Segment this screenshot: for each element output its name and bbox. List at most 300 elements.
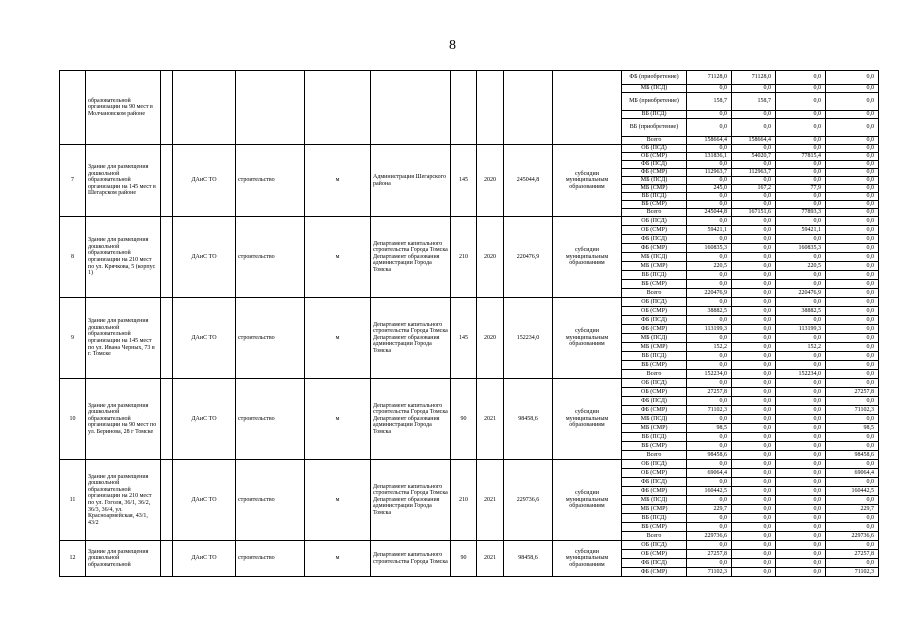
year-cell: 2020 — [477, 217, 504, 298]
funding-source-cell: ВБ (ПСД) — [622, 514, 687, 523]
object-name-cell: Здание для размещения дошкольной образовательной организации на 210 мест по ул. Крячкова, 5 (корпус 1) — [86, 217, 161, 298]
amount-cell: 167151,6 — [732, 209, 776, 217]
funding-source-cell: ОБ (СМР) — [622, 388, 687, 397]
amount-cell: 0,0 — [687, 316, 732, 325]
work-type-cell: строительство — [236, 217, 305, 298]
category-cell: ДАиС ТО — [173, 460, 236, 541]
amount-cell: 0,0 — [732, 415, 776, 424]
amount-cell: 0,0 — [687, 177, 732, 185]
amount-cell: 0,0 — [687, 217, 732, 226]
funding-source-cell: ВБ (ПСД) — [622, 352, 687, 361]
amount-cell: 0,0 — [826, 541, 879, 550]
category-cell: ДАиС ТО — [173, 298, 236, 379]
work-type-cell: строительство — [236, 379, 305, 460]
funding-source-cell: ФБ (СМР) — [622, 169, 687, 177]
amount-cell: 27257,8 — [826, 550, 879, 559]
amount-cell: 0,0 — [687, 460, 732, 469]
amount-cell: 0,0 — [776, 532, 826, 541]
work-type-cell: строительство — [236, 298, 305, 379]
year-cell: 2020 — [477, 145, 504, 217]
amount-cell: 0,0 — [732, 370, 776, 379]
amount-cell: 112963,7 — [732, 169, 776, 177]
amount-cell: 69064,4 — [826, 469, 879, 478]
row-number-cell — [60, 71, 86, 145]
amount-cell: 0,0 — [732, 177, 776, 185]
amount-cell: 71102,3 — [826, 406, 879, 415]
amount-cell: 98,5 — [826, 424, 879, 433]
work-type-cell: строительство — [236, 460, 305, 541]
amount-cell: 0,0 — [776, 487, 826, 496]
cost-cell: 229736,6 — [504, 460, 553, 541]
amount-cell: 0,0 — [776, 235, 826, 244]
amount-cell: 0,0 — [826, 397, 879, 406]
amount-cell: 0,0 — [732, 532, 776, 541]
amount-cell: 0,0 — [826, 244, 879, 253]
cost-cell: 245044,8 — [504, 145, 553, 217]
investment-table — [59, 70, 879, 577]
amount-cell: 0,0 — [826, 209, 879, 217]
amount-cell: 0,0 — [776, 469, 826, 478]
amount-cell: 220476,9 — [776, 289, 826, 298]
amount-cell: 0,0 — [826, 85, 879, 93]
amount-cell: 0,0 — [732, 478, 776, 487]
funding-source-cell: ВБ (СМР) — [622, 280, 687, 289]
funding-source-cell: ВБ (ПСД) — [622, 433, 687, 442]
amount-cell: 0,0 — [776, 433, 826, 442]
funding-source-cell: ВБ (СМР) — [622, 442, 687, 451]
amount-cell: 0,0 — [826, 193, 879, 201]
amount-cell: 0,0 — [826, 185, 879, 193]
amount-cell: 158664,4 — [732, 137, 776, 145]
amount-cell: 0,0 — [687, 442, 732, 451]
amount-cell: 0,0 — [776, 298, 826, 307]
amount-cell: 158664,4 — [687, 137, 732, 145]
object-name-cell: образовательной организации на 90 мест в Молчановском районе — [86, 71, 161, 145]
amount-cell: 0,0 — [826, 496, 879, 505]
table-row — [60, 145, 879, 153]
funding-source-cell: МБ (СМР) — [622, 424, 687, 433]
table-row — [60, 541, 879, 550]
level-cell: м — [305, 298, 371, 379]
amount-cell: 0,0 — [732, 193, 776, 201]
amount-cell: 0,0 — [732, 334, 776, 343]
amount-cell: 0,0 — [732, 253, 776, 262]
blank-cell — [161, 541, 173, 577]
amount-cell: 0,0 — [732, 119, 776, 137]
amount-cell: 0,0 — [687, 161, 732, 169]
year-cell: 2021 — [477, 460, 504, 541]
amount-cell: 0,0 — [826, 119, 879, 137]
category-cell: ДАиС ТО — [173, 217, 236, 298]
amount-cell: 0,0 — [776, 568, 826, 577]
amount-cell: 0,0 — [826, 460, 879, 469]
amount-cell: 0,0 — [687, 334, 732, 343]
work-type-cell — [236, 71, 305, 145]
customer-cell — [371, 71, 451, 145]
amount-cell: 0,0 — [776, 559, 826, 568]
funding-source-cell: МБ (СМР) — [622, 185, 687, 193]
amount-cell: 0,0 — [776, 451, 826, 460]
table-body — [60, 71, 879, 577]
amount-cell: 0,0 — [687, 523, 732, 532]
amount-cell: 113199,3 — [687, 325, 732, 334]
funding-source-cell: ВБ (СМР) — [622, 361, 687, 370]
amount-cell: 38882,5 — [776, 307, 826, 316]
amount-cell: 0,0 — [687, 298, 732, 307]
funding-form-cell: субсидии муниципальным образованиям — [553, 541, 622, 577]
category-cell: ДАиС ТО — [173, 145, 236, 217]
customer-cell: Департамент капитального строительства Города Томска — [371, 541, 451, 577]
year-cell: 2021 — [477, 541, 504, 577]
amount-cell: 0,0 — [826, 253, 879, 262]
funding-source-cell: ФБ (ПСД) — [622, 316, 687, 325]
amount-cell: 0,0 — [826, 415, 879, 424]
funding-source-cell: ФБ (ПСД) — [622, 478, 687, 487]
amount-cell: 0,0 — [826, 307, 879, 316]
amount-cell: 0,0 — [826, 137, 879, 145]
amount-cell: 0,0 — [826, 271, 879, 280]
amount-cell: 0,0 — [776, 161, 826, 169]
amount-cell: 0,0 — [687, 478, 732, 487]
amount-cell: 0,0 — [776, 424, 826, 433]
customer-cell: Администрация Шегарского района — [371, 145, 451, 217]
row-number-cell: 11 — [60, 460, 86, 541]
amount-cell: 0,0 — [732, 487, 776, 496]
amount-cell: 0,0 — [732, 361, 776, 370]
amount-cell: 71128,0 — [732, 71, 776, 85]
amount-cell: 69064,4 — [687, 469, 732, 478]
amount-cell: 0,0 — [776, 111, 826, 119]
amount-cell: 77,9 — [776, 185, 826, 193]
funding-source-cell: МБ (СМР) — [622, 505, 687, 514]
amount-cell: 27257,8 — [826, 388, 879, 397]
blank-cell — [161, 71, 173, 145]
amount-cell: 0,0 — [776, 253, 826, 262]
level-cell: м — [305, 217, 371, 298]
blank-cell — [161, 217, 173, 298]
amount-cell: 0,0 — [776, 388, 826, 397]
table-row — [60, 379, 879, 388]
funding-source-cell: ФБ (СМР) — [622, 325, 687, 334]
amount-cell: 0,0 — [776, 177, 826, 185]
amount-cell: 0,0 — [732, 424, 776, 433]
table-row — [60, 71, 879, 85]
amount-cell: 0,0 — [732, 280, 776, 289]
amount-cell: 0,0 — [826, 145, 879, 153]
funding-source-cell: МБ (ПСД) — [622, 253, 687, 262]
funding-source-cell: ФБ (СМР) — [622, 487, 687, 496]
amount-cell: 0,0 — [732, 201, 776, 209]
blank-cell — [161, 298, 173, 379]
amount-cell: 0,0 — [687, 193, 732, 201]
amount-cell: 0,0 — [732, 352, 776, 361]
amount-cell: 0,0 — [776, 478, 826, 487]
amount-cell: 0,0 — [732, 541, 776, 550]
amount-cell: 0,0 — [826, 325, 879, 334]
funding-source-cell: ОБ (ПСД) — [622, 217, 687, 226]
amount-cell: 0,0 — [687, 111, 732, 119]
amount-cell: 0,0 — [776, 352, 826, 361]
amount-cell: 98458,6 — [687, 451, 732, 460]
level-cell: м — [305, 460, 371, 541]
amount-cell: 0,0 — [732, 451, 776, 460]
amount-cell: 0,0 — [826, 298, 879, 307]
amount-cell: 0,0 — [732, 523, 776, 532]
funding-source-cell: ОБ (ПСД) — [622, 145, 687, 153]
amount-cell: 131836,1 — [687, 153, 732, 161]
amount-cell: 0,0 — [732, 161, 776, 169]
page-number: 8 — [449, 38, 456, 53]
customer-cell: Департамент капитального строительства Города Томска Департамент образования администрации Города Томска — [371, 460, 451, 541]
funding-source-cell: ФБ (СМР) — [622, 568, 687, 577]
amount-cell: 0,0 — [826, 93, 879, 111]
amount-cell: 0,0 — [776, 217, 826, 226]
amount-cell: 71128,0 — [687, 71, 732, 85]
amount-cell: 0,0 — [732, 496, 776, 505]
amount-cell: 0,0 — [776, 514, 826, 523]
amount-cell: 0,0 — [826, 334, 879, 343]
amount-cell: 0,0 — [826, 352, 879, 361]
funding-source-cell: МБ (СМР) — [622, 262, 687, 271]
cost-cell: 152234,0 — [504, 298, 553, 379]
funding-form-cell: субсидии муниципальным образованиям — [553, 460, 622, 541]
amount-cell: 0,0 — [826, 442, 879, 451]
amount-cell: 0,0 — [776, 271, 826, 280]
amount-cell: 167,2 — [732, 185, 776, 193]
amount-cell: 0,0 — [732, 325, 776, 334]
amount-cell: 0,0 — [732, 226, 776, 235]
funding-form-cell: субсидии муниципальным образованиям — [553, 298, 622, 379]
amount-cell: 0,0 — [732, 145, 776, 153]
object-name-cell: Здание для размещения дошкольной образовательной организации на 145 мест по ул. Ивана Черных, 73 в г. Томске — [86, 298, 161, 379]
amount-cell: 77893,3 — [776, 209, 826, 217]
amount-cell: 0,0 — [826, 161, 879, 169]
amount-cell: 0,0 — [776, 460, 826, 469]
amount-cell: 0,0 — [732, 433, 776, 442]
amount-cell: 0,0 — [732, 406, 776, 415]
amount-cell: 229736,6 — [687, 532, 732, 541]
amount-cell: 54020,7 — [732, 153, 776, 161]
amount-cell: 0,0 — [776, 137, 826, 145]
amount-cell: 0,0 — [826, 379, 879, 388]
amount-cell: 0,0 — [776, 119, 826, 137]
amount-cell: 0,0 — [776, 406, 826, 415]
amount-cell: 0,0 — [776, 169, 826, 177]
amount-cell: 158,7 — [687, 93, 732, 111]
capacity-cell — [451, 71, 477, 145]
level-cell: м — [305, 541, 371, 577]
amount-cell: 0,0 — [732, 550, 776, 559]
amount-cell: 152,2 — [687, 343, 732, 352]
amount-cell: 0,0 — [826, 262, 879, 271]
funding-source-cell: ВБ (приобретение) — [622, 119, 687, 137]
amount-cell: 0,0 — [826, 316, 879, 325]
amount-cell: 0,0 — [776, 334, 826, 343]
category-cell: ДАиС ТО — [173, 541, 236, 577]
capacity-cell: 210 — [451, 460, 477, 541]
funding-source-cell: ОБ (СМР) — [622, 153, 687, 161]
row-number-cell: 12 — [60, 541, 86, 577]
amount-cell: 152234,0 — [687, 370, 732, 379]
object-name-cell: Здание для размещения дошкольной образовательной организации на 90 мест по ул. Беринова, 28 г Томске — [86, 379, 161, 460]
amount-cell: 0,0 — [687, 119, 732, 137]
amount-cell: 0,0 — [732, 469, 776, 478]
amount-cell: 0,0 — [687, 85, 732, 93]
amount-cell: 0,0 — [732, 442, 776, 451]
amount-cell: 0,0 — [687, 379, 732, 388]
amount-cell: 160835,3 — [776, 244, 826, 253]
amount-cell: 0,0 — [732, 343, 776, 352]
amount-cell: 71102,3 — [687, 568, 732, 577]
funding-source-cell: МБ (ПСД) — [622, 496, 687, 505]
level-cell — [305, 71, 371, 145]
amount-cell: 0,0 — [776, 397, 826, 406]
category-cell: ДАиС ТО — [173, 379, 236, 460]
amount-cell: 0,0 — [776, 93, 826, 111]
amount-cell: 112963,7 — [687, 169, 732, 177]
amount-cell: 152,2 — [776, 343, 826, 352]
funding-source-cell: ФБ (СМР) — [622, 406, 687, 415]
customer-cell: Департамент капитального строительства Города Томска Департамент образования администрации Города Томска — [371, 217, 451, 298]
funding-source-cell: Всего — [622, 209, 687, 217]
amount-cell: 0,0 — [732, 514, 776, 523]
amount-cell: 0,0 — [732, 111, 776, 119]
amount-cell: 0,0 — [826, 343, 879, 352]
level-cell: м — [305, 145, 371, 217]
funding-source-cell: ФБ (ПСД) — [622, 161, 687, 169]
cost-cell: 220476,9 — [504, 217, 553, 298]
amount-cell: 0,0 — [776, 541, 826, 550]
row-number-cell: 8 — [60, 217, 86, 298]
amount-cell: 0,0 — [732, 397, 776, 406]
funding-source-cell: ВБ (СМР) — [622, 523, 687, 532]
customer-cell: Департамент капитального строительства Города Томска Департамент образования администрации Города Томска — [371, 298, 451, 379]
funding-source-cell: ВБ (ПСД) — [622, 111, 687, 119]
amount-cell: 0,0 — [826, 514, 879, 523]
funding-form-cell — [553, 71, 622, 145]
amount-cell: 71102,3 — [687, 406, 732, 415]
blank-cell — [161, 145, 173, 217]
funding-source-cell: Всего — [622, 289, 687, 298]
work-type-cell: строительство — [236, 541, 305, 577]
amount-cell: 0,0 — [732, 505, 776, 514]
amount-cell: 0,0 — [776, 193, 826, 201]
funding-source-cell: ВБ (ПСД) — [622, 271, 687, 280]
amount-cell: 229,7 — [687, 505, 732, 514]
amount-cell: 0,0 — [687, 514, 732, 523]
amount-cell: 220476,9 — [687, 289, 732, 298]
amount-cell: 0,0 — [826, 478, 879, 487]
row-number-cell: 10 — [60, 379, 86, 460]
amount-cell: 0,0 — [776, 550, 826, 559]
amount-cell: 0,0 — [732, 271, 776, 280]
funding-form-cell: субсидии муниципальным образованиям — [553, 145, 622, 217]
amount-cell: 0,0 — [826, 370, 879, 379]
amount-cell: 0,0 — [732, 262, 776, 271]
amount-cell: 0,0 — [776, 280, 826, 289]
funding-source-cell: ОБ (ПСД) — [622, 541, 687, 550]
capacity-cell: 145 — [451, 145, 477, 217]
amount-cell: 160442,5 — [826, 487, 879, 496]
blank-cell — [161, 379, 173, 460]
amount-cell: 0,0 — [826, 433, 879, 442]
amount-cell: 0,0 — [826, 217, 879, 226]
amount-cell: 98,5 — [687, 424, 732, 433]
funding-source-cell: Всего — [622, 370, 687, 379]
object-name-cell: Здание для размещения дошкольной образовательной — [86, 541, 161, 577]
amount-cell: 0,0 — [732, 244, 776, 253]
amount-cell: 0,0 — [826, 177, 879, 185]
amount-cell: 0,0 — [826, 289, 879, 298]
amount-cell: 0,0 — [776, 505, 826, 514]
amount-cell: 0,0 — [687, 201, 732, 209]
work-type-cell: строительство — [236, 145, 305, 217]
amount-cell: 0,0 — [732, 298, 776, 307]
table-row — [60, 460, 879, 469]
funding-form-cell: субсидии муниципальным образованиям — [553, 217, 622, 298]
capacity-cell: 90 — [451, 379, 477, 460]
amount-cell: 160442,5 — [687, 487, 732, 496]
amount-cell: 0,0 — [687, 235, 732, 244]
funding-form-cell: субсидии муниципальным образованиям — [553, 379, 622, 460]
amount-cell: 0,0 — [776, 85, 826, 93]
level-cell: м — [305, 379, 371, 460]
amount-cell: 0,0 — [687, 415, 732, 424]
funding-source-cell: ВБ (СМР) — [622, 201, 687, 209]
amount-cell: 0,0 — [687, 145, 732, 153]
amount-cell: 0,0 — [732, 289, 776, 298]
funding-source-cell: МБ (ПСД) — [622, 415, 687, 424]
amount-cell: 0,0 — [732, 316, 776, 325]
amount-cell: 245,0 — [687, 185, 732, 193]
funding-source-cell: МБ (СМР) — [622, 343, 687, 352]
funding-source-cell: МБ (приобретение) — [622, 93, 687, 111]
amount-cell: 0,0 — [776, 316, 826, 325]
amount-cell: 0,0 — [776, 496, 826, 505]
amount-cell: 220,5 — [776, 262, 826, 271]
category-cell — [173, 71, 236, 145]
amount-cell: 0,0 — [776, 523, 826, 532]
object-name-cell: Здание для размещения дошкольной образовательной организации на 145 мест в Шегарском районе — [86, 145, 161, 217]
cost-cell: 98458,6 — [504, 379, 553, 460]
amount-cell: 0,0 — [732, 235, 776, 244]
amount-cell: 0,0 — [687, 496, 732, 505]
amount-cell: 59421,1 — [776, 226, 826, 235]
amount-cell: 0,0 — [732, 379, 776, 388]
amount-cell: 59421,1 — [687, 226, 732, 235]
amount-cell: 0,0 — [687, 433, 732, 442]
amount-cell: 0,0 — [732, 85, 776, 93]
amount-cell: 0,0 — [826, 226, 879, 235]
funding-source-cell: ОБ (ПСД) — [622, 298, 687, 307]
amount-cell: 0,0 — [687, 253, 732, 262]
row-number-cell: 7 — [60, 145, 86, 217]
cost-cell: 98458,6 — [504, 541, 553, 577]
capacity-cell: 210 — [451, 217, 477, 298]
amount-cell: 0,0 — [732, 559, 776, 568]
amount-cell: 0,0 — [826, 169, 879, 177]
funding-source-cell: ОБ (ПСД) — [622, 460, 687, 469]
amount-cell: 27257,8 — [687, 388, 732, 397]
amount-cell: 0,0 — [776, 361, 826, 370]
amount-cell: 220,5 — [687, 262, 732, 271]
amount-cell: 0,0 — [776, 442, 826, 451]
funding-source-cell: Всего — [622, 137, 687, 145]
amount-cell: 0,0 — [732, 568, 776, 577]
amount-cell: 38882,5 — [687, 307, 732, 316]
amount-cell: 245044,8 — [687, 209, 732, 217]
amount-cell: 229736,6 — [826, 532, 879, 541]
